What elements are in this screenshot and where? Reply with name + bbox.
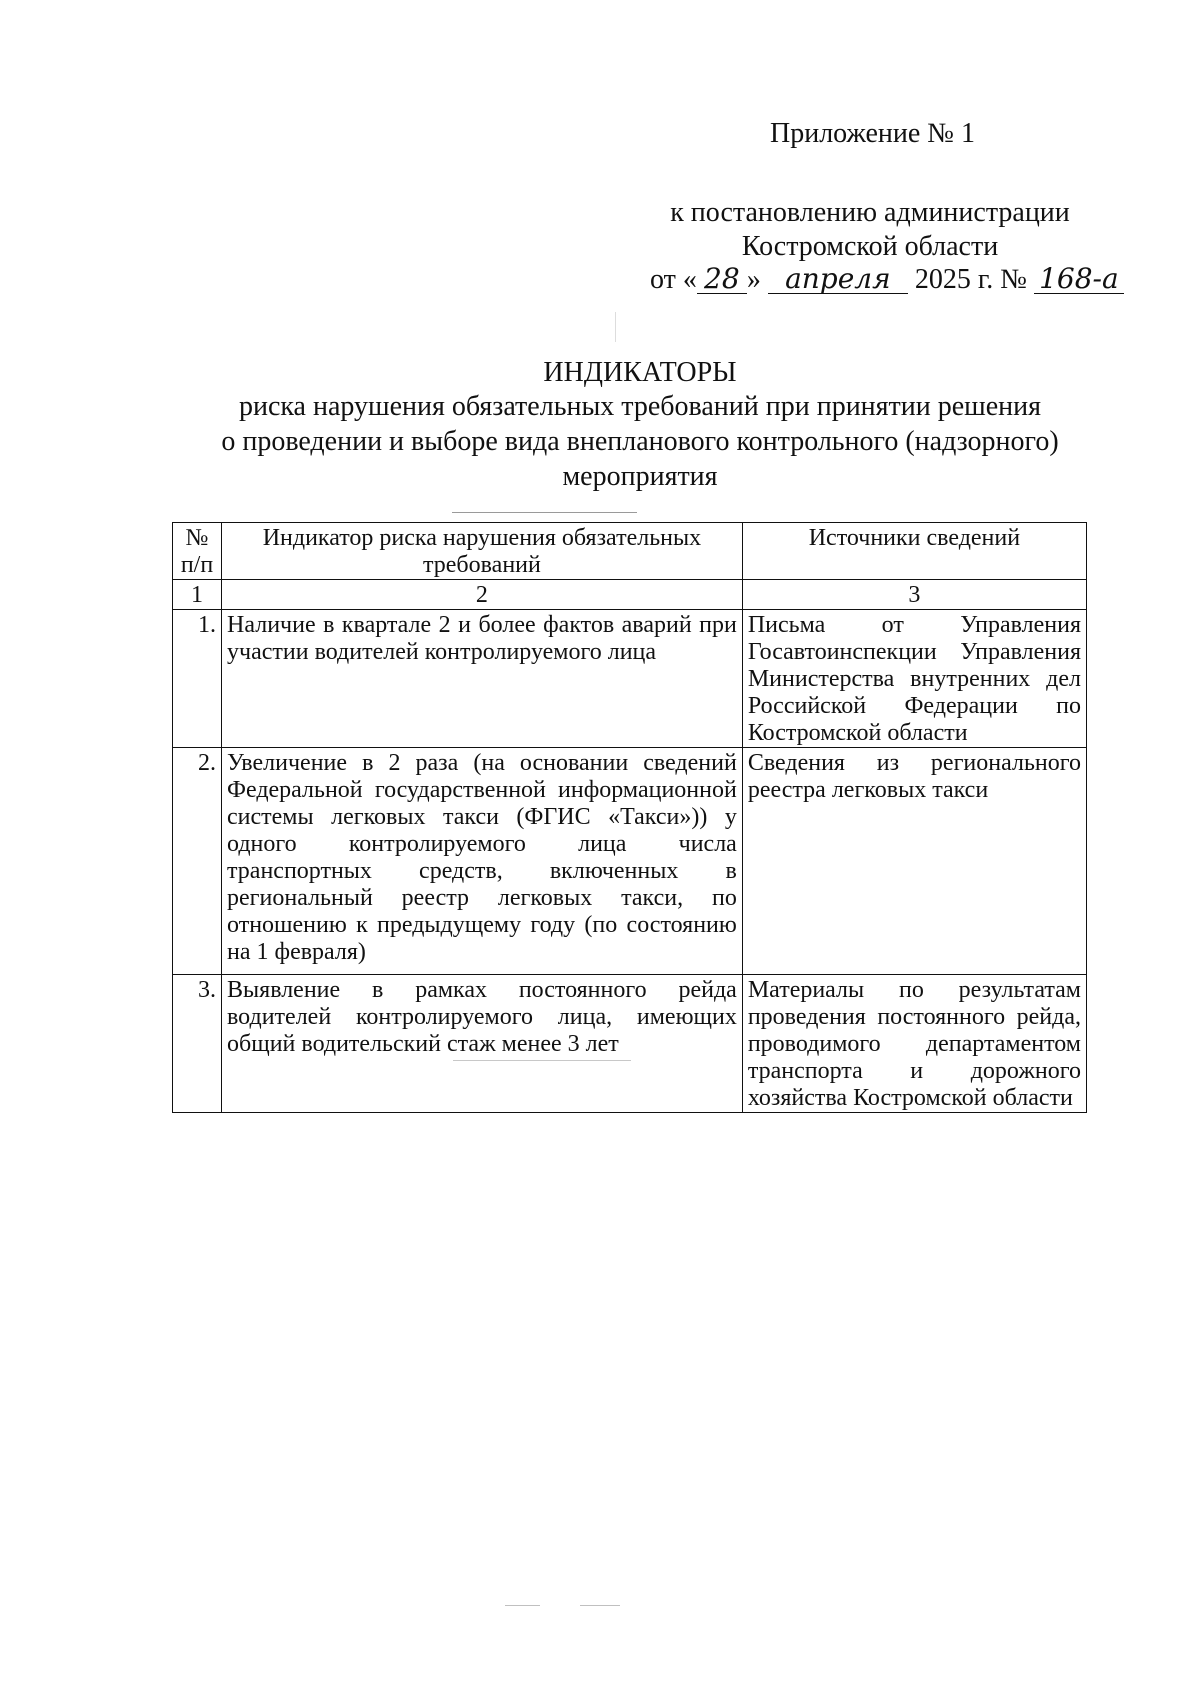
- row-number: 1.: [173, 610, 222, 748]
- row-indicator: Наличие в квартале 2 и более фактов аварий при участии водителей контролируемого лица: [222, 610, 743, 748]
- scan-artifact-line: [505, 1605, 540, 1606]
- column-number: 1: [173, 580, 222, 610]
- handwritten-month: апреля: [768, 265, 908, 294]
- table-header-row: [173, 523, 1087, 580]
- appendix-label: Приложение № 1: [770, 118, 975, 149]
- indicators-table: [172, 522, 1087, 1113]
- table-row: [173, 975, 1087, 1113]
- document-subtitle-line2: о проведении и выборе вида внепланового контрольного (надзорного): [221, 426, 1059, 457]
- header-num: № п/п: [173, 523, 222, 580]
- row-indicator: Выявление в рамках постоянного рейда водителей контролируемого лица, имеющих общий водительский стаж менее 3 лет: [222, 975, 743, 1113]
- column-numbers-row: [173, 580, 1087, 610]
- column-number: 2: [222, 580, 743, 610]
- date-mid: »: [746, 264, 761, 295]
- row-number: 2.: [173, 748, 222, 975]
- row-sources: Письма от Управления Госавтоинспекции Управления Министерства внутренних дел Российской Федерации по Костромской области: [742, 610, 1086, 748]
- decree-date-line: [650, 264, 1124, 296]
- scan-artifact-line: [452, 512, 637, 513]
- column-number: 3: [742, 580, 1086, 610]
- header-indicator: Индикатор риска нарушения обязательных требований: [222, 523, 743, 580]
- row-sources: Сведения из регионального реестра легковых такси: [742, 748, 1086, 975]
- table-row: [173, 748, 1087, 975]
- handwritten-day: 28: [697, 265, 747, 294]
- decree-reference-line1: к постановлению администрации: [670, 197, 1070, 228]
- document-subtitle-line3: мероприятия: [562, 461, 718, 492]
- scan-artifact-line: [580, 1605, 620, 1606]
- scan-artifact-line: [453, 1060, 631, 1061]
- year-and-number-label: 2025 г. №: [914, 264, 1027, 295]
- decree-reference-line2: Костромской области: [741, 231, 999, 262]
- scan-artifact-line: [615, 312, 616, 342]
- date-prefix: от «: [650, 264, 697, 295]
- document-title: ИНДИКАТОРЫ: [543, 357, 737, 388]
- handwritten-decree-number: 168-а: [1034, 265, 1124, 294]
- table-row: [173, 610, 1087, 748]
- row-indicator: Увеличение в 2 раза (на основании сведений Федеральной государственной информационной системы легковых такси (ФГИС «Такси»)) у одного контролируемого лица числа транспортных средств, включенных в региональный реестр легковых такси, по отношению к предыдущему году (по состоянию на 1 февраля): [222, 748, 743, 975]
- row-sources: Материалы по результатам проведения постоянного рейда, проводимого департаментом транспорта и дорожного хозяйства Костромской области: [742, 975, 1086, 1113]
- document-subtitle-line1: риска нарушения обязательных требований при принятии решения: [238, 391, 1042, 422]
- header-sources: Источники сведений: [742, 523, 1086, 580]
- row-number: 3.: [173, 975, 222, 1113]
